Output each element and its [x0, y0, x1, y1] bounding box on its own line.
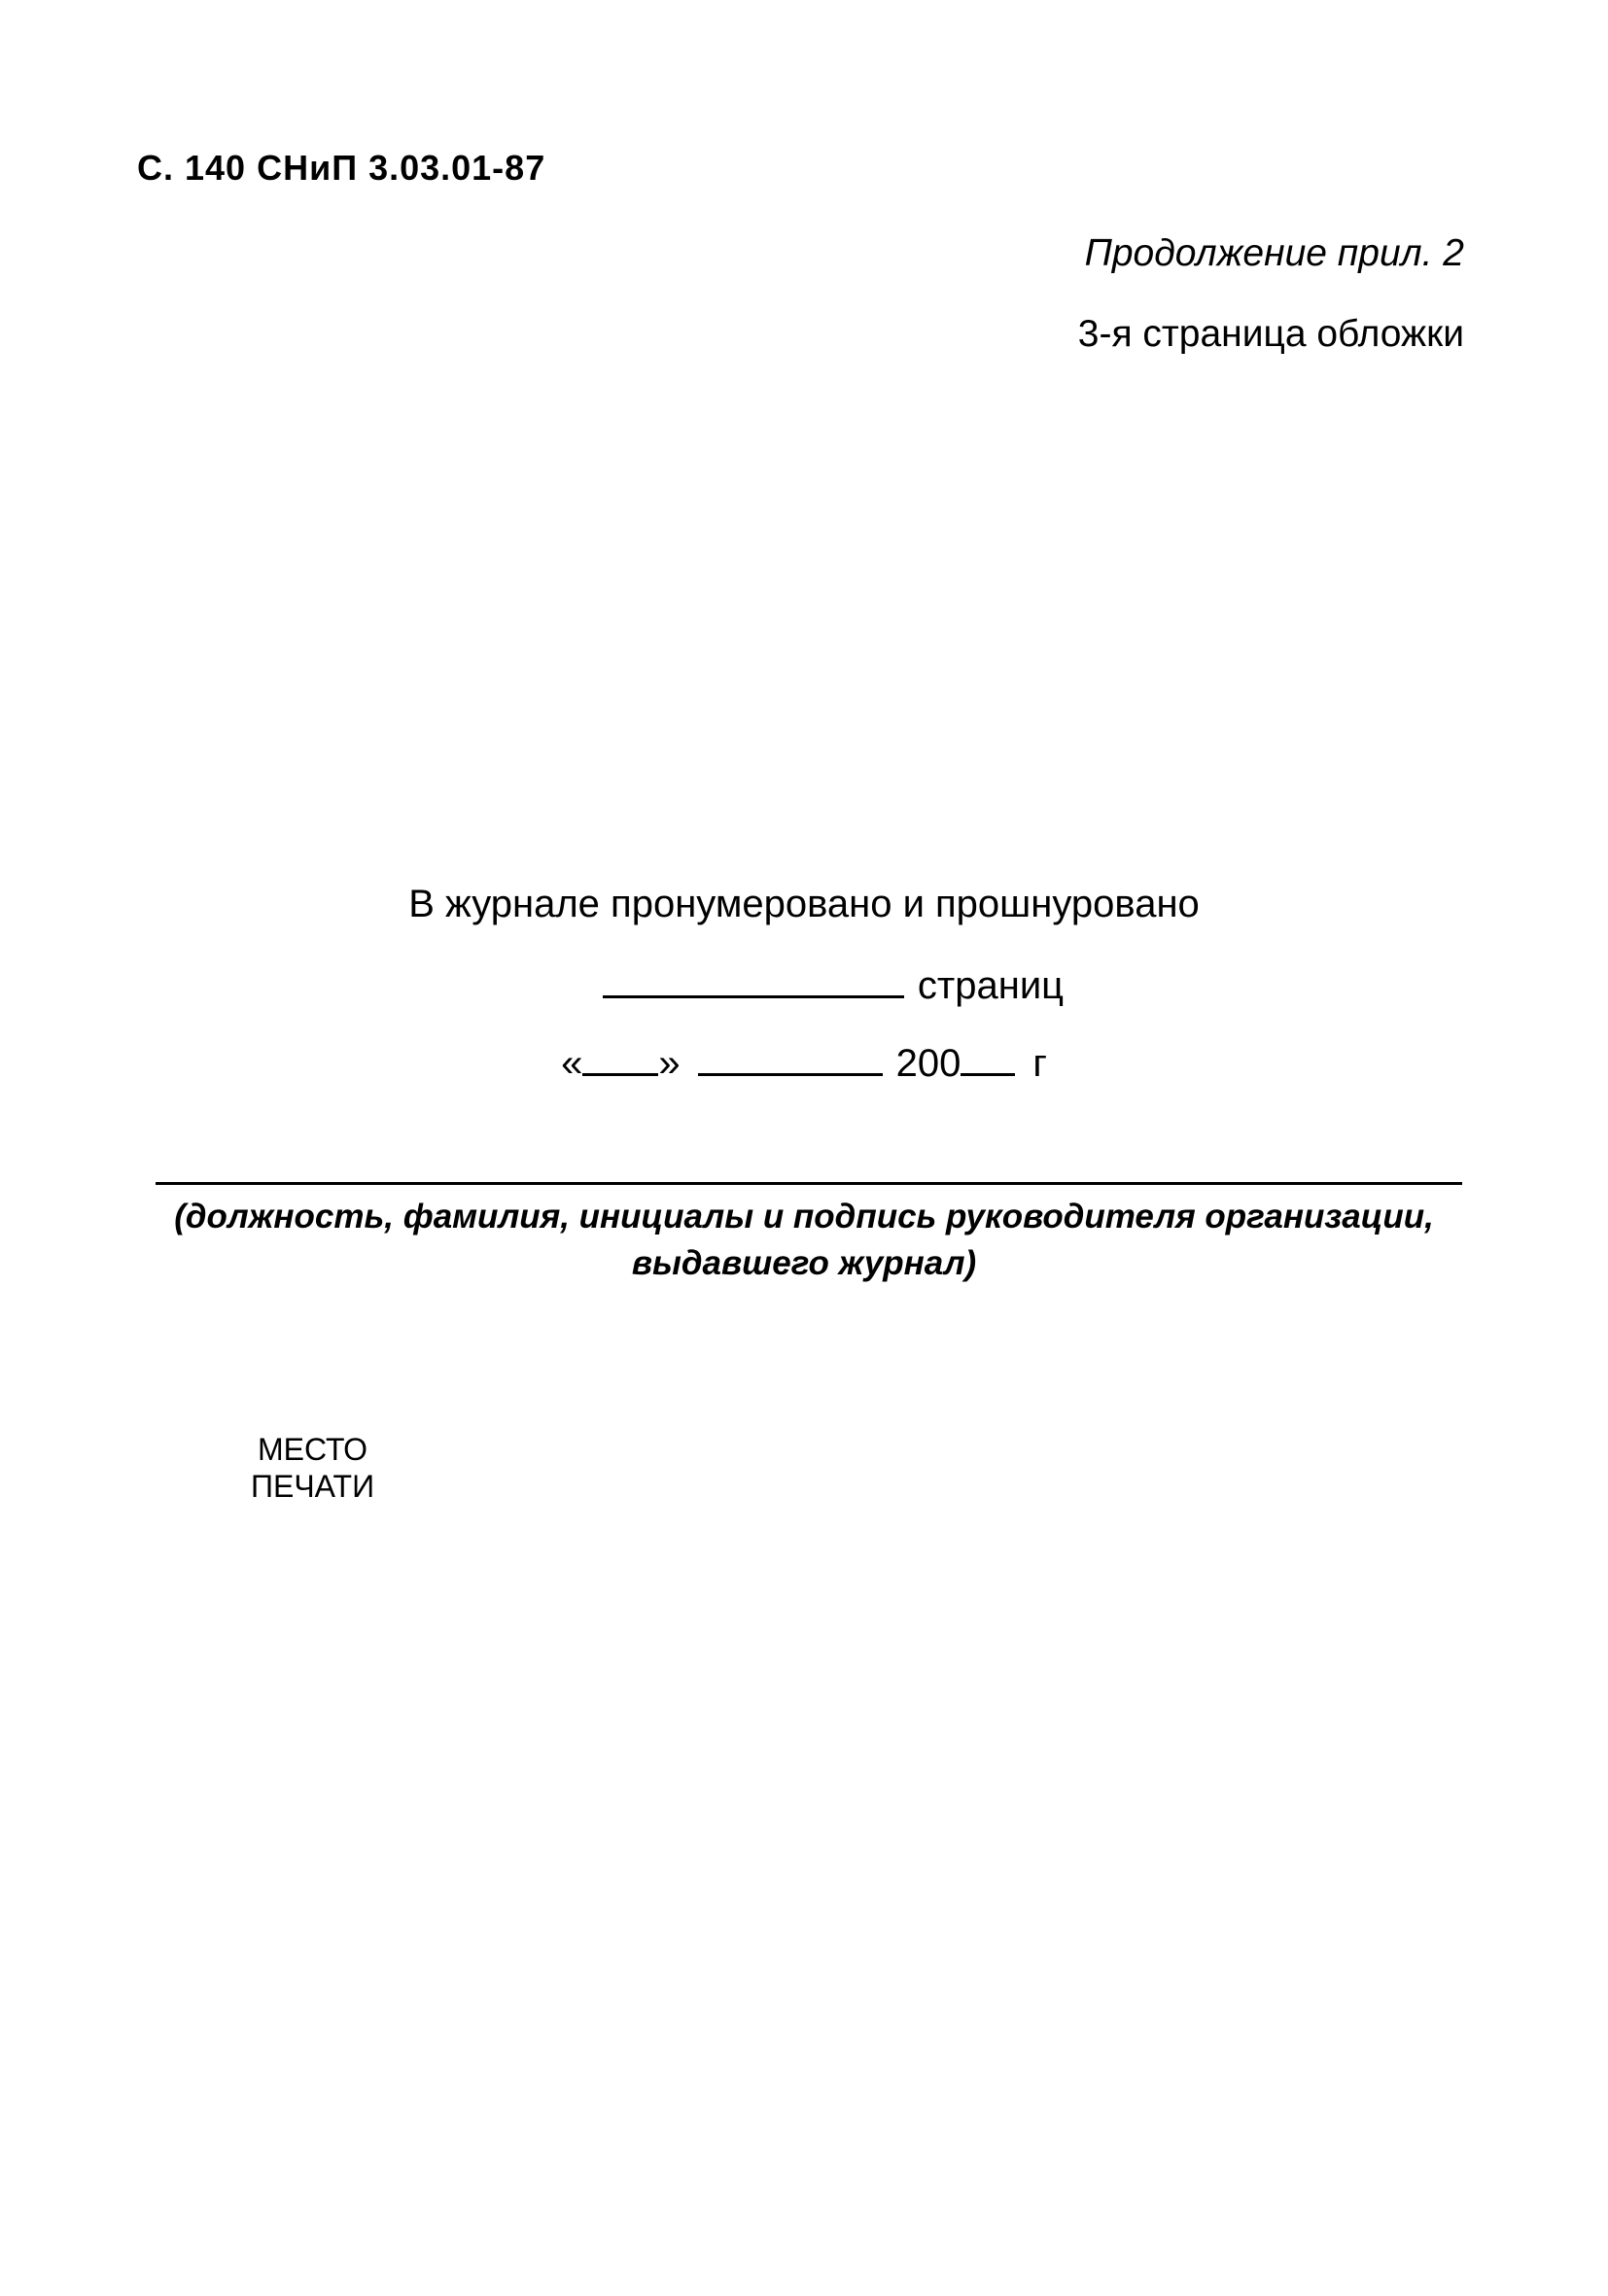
signature-caption-line-2: выдавшего журнал) — [631, 1244, 977, 1282]
close-quote: » — [658, 1042, 681, 1085]
open-quote: « — [561, 1042, 583, 1085]
journal-statement: В журнале пронумеровано и прошнуровано — [408, 883, 1200, 925]
stamp-line-2: ПЕЧАТИ — [251, 1469, 375, 1504]
pages-count-row — [0, 960, 1608, 1008]
stamp-place — [251, 1431, 374, 1505]
signature-line[interactable] — [156, 1182, 1462, 1185]
signature-caption-line-1: (должность, фамилия, инициалы и подпись руководителя организации, — [174, 1198, 1434, 1235]
cover-page-label: 3-я страница обложки — [1077, 313, 1464, 355]
stamp-line-1: МЕСТО — [258, 1432, 368, 1467]
day-blank[interactable] — [582, 1038, 658, 1076]
year-suffix: г — [1032, 1042, 1047, 1085]
year-blank[interactable] — [961, 1038, 1015, 1076]
pages-count-blank[interactable] — [603, 960, 904, 998]
date-row — [0, 1038, 1608, 1086]
month-blank[interactable] — [698, 1038, 883, 1076]
pages-word: страниц — [917, 964, 1065, 1007]
appendix-continuation: Продолжение прил. 2 — [1084, 232, 1464, 274]
year-prefix: 200 — [895, 1042, 961, 1085]
signature-caption — [0, 1194, 1608, 1287]
page-header: С. 140 СНиП 3.03.01-87 — [137, 148, 546, 188]
